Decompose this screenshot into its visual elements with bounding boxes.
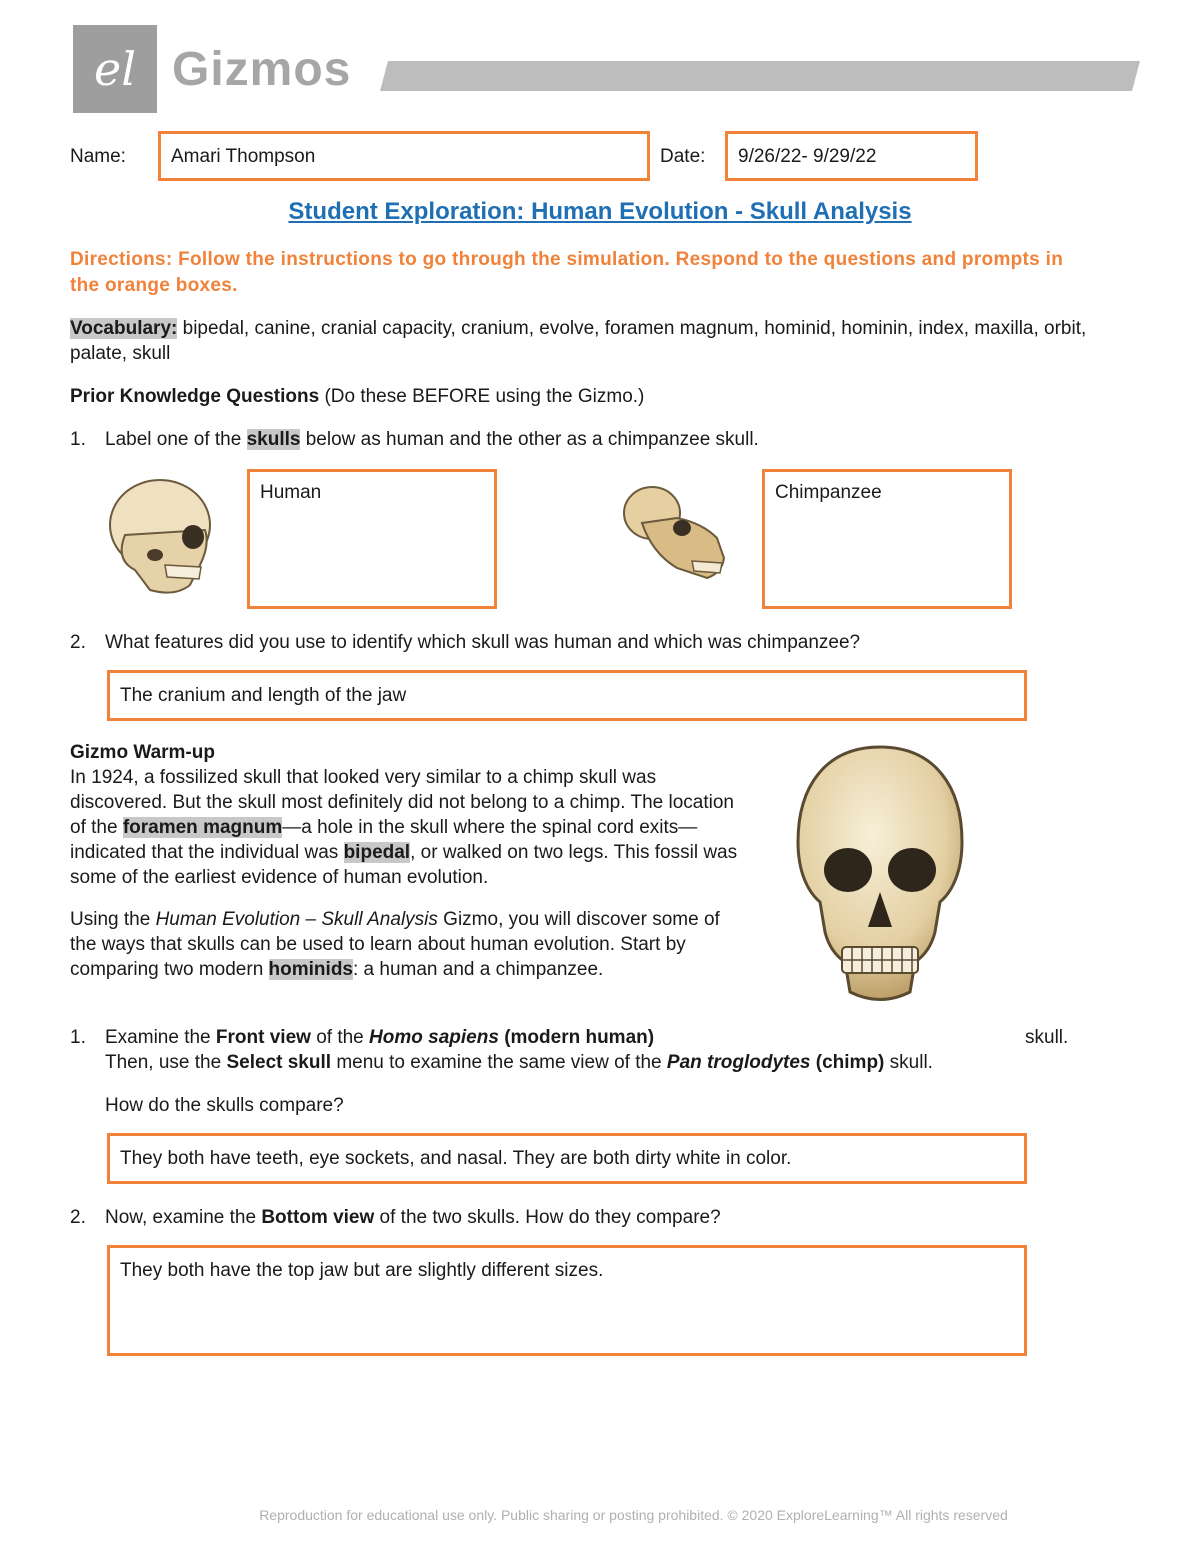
logo-text: Gizmos: [172, 43, 352, 96]
bottom-view-term: Bottom view: [261, 1207, 375, 1228]
homo-sapiens-term: Homo sapiens: [369, 1027, 499, 1048]
activity-question-2: [70, 1205, 721, 1230]
question-number: 2.: [70, 632, 86, 653]
q1-prompt: How do the skulls compare?: [105, 1095, 344, 1116]
q1-text-pre: Label one of the: [105, 429, 242, 450]
warmup-p2-c: : a human and a chimpanzee.: [353, 959, 604, 980]
question-number: 2.: [70, 1207, 86, 1228]
prior-knowledge-heading: [70, 384, 644, 409]
q2-answer: The cranium and length of the jaw: [120, 685, 407, 706]
logo-mark: [73, 25, 157, 113]
activity-q2-answer: They both have the top jaw but are slightly different sizes.: [120, 1260, 604, 1281]
q1-skull-word: skull.: [1025, 1027, 1069, 1048]
warmup-p1-b: —a hole in the skull where the spinal cord exits—indicated that the individual was: [70, 817, 698, 863]
date-label: Date:: [660, 146, 706, 167]
bipedal-term: bipedal: [343, 842, 411, 863]
name-field[interactable]: [158, 131, 650, 181]
prior-note: (Do these BEFORE using the Gizmo.): [324, 386, 645, 407]
select-skull-term: Select skull: [226, 1052, 332, 1073]
pan-troglodytes-term: Pan troglodytes: [666, 1052, 811, 1073]
directions: Directions: Follow the instructions to go through the simulation. Respond to the questions and prompts in the orange boxes.: [70, 249, 1064, 296]
q1-examine: Examine the: [105, 1027, 211, 1048]
vocabulary-label: Vocabulary:: [70, 318, 178, 339]
foramen-magnum-term: foramen magnum: [122, 817, 283, 838]
activity-q2-answer-box[interactable]: [107, 1245, 1027, 1356]
chimp-skull-side-image: [622, 483, 730, 583]
page-title: Student Exploration: Human Evolution - Skull Analysis: [288, 198, 912, 225]
prior-question-1: [70, 427, 759, 452]
warmup-p2-b: Gizmo, you will discover some of the ways that skulls can be used to learn about human evolution. Start by comparing two modern: [70, 909, 720, 980]
q1-of-the: of the: [316, 1027, 364, 1048]
q2-text: What features did you use to identify which skull was human and which was chimpanzee?: [105, 632, 861, 653]
date-field[interactable]: [725, 131, 978, 181]
activity-question-1-line-2: [105, 1050, 1105, 1075]
question-number: 1.: [70, 1027, 86, 1048]
q2-answer-box[interactable]: [107, 670, 1027, 721]
q2-compare: of the two skulls. How do they compare?: [379, 1207, 721, 1228]
q1-then-use: Then, use the: [105, 1052, 222, 1073]
prior-heading: Prior Knowledge Questions: [70, 386, 320, 407]
warmup-p2-a: Using the: [70, 909, 151, 930]
gizmo-name: Human Evolution – Skull Analysis: [155, 909, 438, 930]
activity-q1-answer-box[interactable]: [107, 1133, 1027, 1184]
front-view-term: Front view: [215, 1027, 311, 1048]
activity-question-1: [70, 1025, 1130, 1050]
chimp-term: (chimp): [815, 1052, 885, 1073]
human-label-box[interactable]: [247, 469, 497, 609]
prior-question-2: [70, 630, 860, 655]
warmup-p1-a: In 1924, a fossilized skull that looked very similar to a chimp skull was discovered. But the skull most definitely did not belong to a chimp. The location of the: [70, 767, 734, 838]
chimpanzee-label-box[interactable]: [762, 469, 1012, 609]
human-label: Human: [260, 482, 322, 503]
header-bar: [380, 61, 1140, 91]
human-skull-front-image: [790, 742, 970, 1010]
skulls-term: skulls: [246, 429, 301, 450]
q1-menu-text: menu to examine the same view of the: [336, 1052, 662, 1073]
warmup-paragraph-1: [70, 765, 750, 890]
warmup-p1-c: , or walked on two legs. This fossil was some of the earliest evidence of human evolution.: [70, 842, 738, 888]
human-skull-side-image: [105, 475, 217, 600]
vocabulary-terms: bipedal, canine, cranial capacity, cranium, evolve, foramen magnum, hominid, hominin, index, maxilla, orbit, palate, skull: [70, 318, 1087, 364]
hominids-term: hominids: [268, 959, 353, 980]
name-label: Name:: [70, 146, 126, 167]
question-number: 1.: [70, 429, 86, 450]
name-value: Amari Thompson: [171, 146, 316, 167]
chimpanzee-label: Chimpanzee: [775, 482, 882, 503]
warmup-paragraph-2: [70, 907, 740, 982]
q1-text-post: below as human and the other as a chimpanzee skull.: [305, 429, 759, 450]
modern-human-term: (modern human): [504, 1027, 655, 1048]
q1-skull-end: skull.: [889, 1052, 933, 1073]
vocabulary: [70, 316, 1130, 366]
q2-now-examine: Now, examine the: [105, 1207, 257, 1228]
warmup-heading: Gizmo Warm-up: [70, 742, 215, 763]
footer-copyright: Reproduction for educational use only. Public sharing or posting prohibited. © 2020 ExploreLearning™ All rights reserved: [259, 1507, 1008, 1523]
activity-q1-answer: They both have teeth, eye sockets, and nasal. They are both dirty white in color.: [120, 1148, 792, 1169]
date-value: 9/26/22- 9/29/22: [738, 146, 877, 167]
logo-mark-text: el: [94, 42, 136, 96]
